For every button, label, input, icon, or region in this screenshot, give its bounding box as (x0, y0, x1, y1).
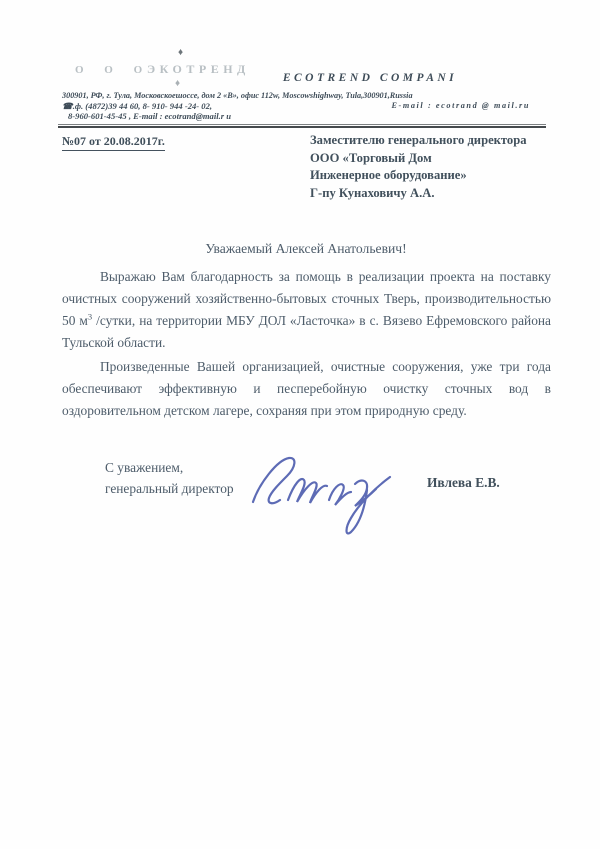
phone-line: ☎.ф. (4872)39 44 60, 8- 910- 944 -24- 02, (62, 101, 213, 111)
logo-company-name: ЭКОТРЕНД (147, 62, 250, 76)
company-logo (75, 47, 265, 92)
salutation: Уважаемый Алексей Анатольевич! (205, 241, 407, 256)
logo-diamond-bottom-icon: ♦ (175, 78, 181, 89)
paragraph-1-text-continued: /сутки, на территории МБУ ДОЛ «Ласточка» в с. Вязево Ефремовского района Тульской области. (62, 313, 551, 350)
logo-ooo-text: О О О (75, 64, 152, 76)
paragraph-1 (62, 266, 551, 354)
reference-number: №07 от 20.08.2017г. (62, 134, 165, 151)
email-line: E-mail : ecotrand @ mail.ru (391, 101, 530, 110)
closing-title: генеральный директор (105, 481, 234, 496)
paragraph-1-text: Выражаю Вам благодарность за помощь в реализации проекта на поставку очистных сооружений хозяйственно-бытовых сточных Тверь, производительностью 50 м (62, 269, 551, 328)
signer-name: Ивлева Е.В. (427, 475, 500, 490)
recipient-line: Инженерное оборудование» (310, 168, 467, 182)
letter-body (62, 266, 551, 424)
closing-regards: С уважением, (105, 460, 184, 475)
paragraph-2: Произведенные Вашей организацией, очистные сооружения, уже три года обеспечивают эффективную и песперебойную очистку сточных вод в оздоровительном детском лагере, сохраняя при этом природную среду. (62, 359, 551, 418)
recipient-line: Заместителю генерального директора (310, 133, 527, 147)
closing-block (105, 457, 234, 499)
header-divider-thick-line (58, 126, 546, 128)
handwritten-signature-ink (243, 440, 403, 540)
recipient-line: ООО «Торговый Дом (310, 150, 432, 165)
recipient-line: Г-пу Кунаховичу А.А. (310, 185, 435, 200)
superscript-3: 3 (87, 311, 93, 322)
header-divider-thin-line (58, 124, 546, 125)
header-divider (58, 124, 546, 128)
recipient-block (310, 132, 560, 202)
logo-diamond-top-icon: ♦ (178, 47, 184, 58)
company-name-heading: ECOTREND COMPANI (282, 72, 458, 84)
address-line: 300901, РФ, г. Тула, Московскоешоссе, дом 2 «В», офис 112w, Moscowshighway, Tula,300901,Russia (62, 91, 413, 100)
phone-line-2: 8-960-601-45-45 , E-mail : ecotrand@mail.r u (68, 111, 232, 121)
